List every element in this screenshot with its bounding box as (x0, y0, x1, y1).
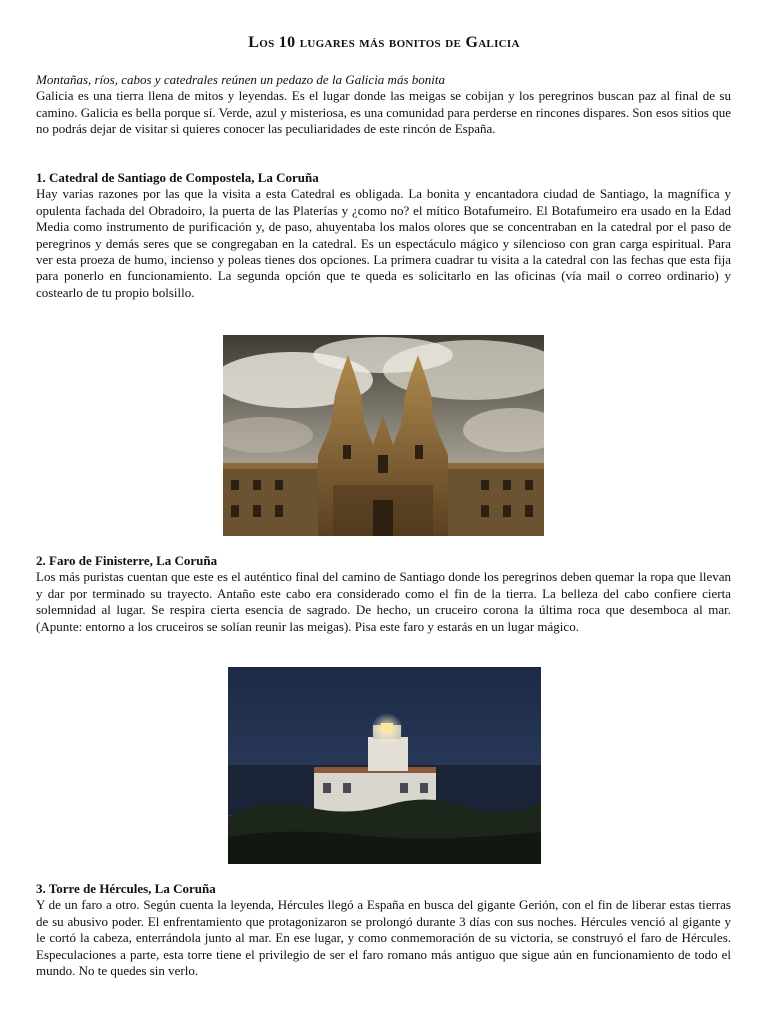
section-2 (36, 553, 731, 635)
section-1-heading: 1. Catedral de Santiago de Compostela, La Coruña (36, 170, 319, 185)
intro-paragraph: Galicia es una tierra llena de mitos y leyendas. Es el lugar donde las meigas se cobijan y los peregrinos buscan paz al final de su camino. Galicia es bella porque sí. Verde, azul y misteriosa, es una comunidad para perderse en rincones dispares. Son esos sitios que no podrás dejar de visitar si quieres conocer las peculiaridades de este rincón de España. (36, 88, 731, 137)
section-1 (36, 170, 731, 301)
cathedral-photo (223, 335, 544, 536)
section-2-paragraph: Los más puristas cuentan que este es el auténtico final del camino de Santiago donde los peregrinos deben quemar la ropa que llevan y dar por terminado su trayecto. Antaño este cabo era considerado como el fin de la tierra. La belleza del cabo confiere cierta solemnidad al lugar. Se respira cierta esencia de sagrado. De hecho, un cruceiro corona la última roca que desemboca al mar. (Apunte: entorno a los cruceiros se solían reunir las meigas). Pisa este faro y estarás en un lugar mágico. (36, 569, 731, 634)
intro-subtitle: Montañas, ríos, cabos y catedrales reúnen un pedazo de la Galicia más bonita (36, 72, 445, 87)
section-3-paragraph: Y de un faro a otro. Según cuenta la leyenda, Hércules llegó a España en busca del gigante Gerión, con el fin de liberar estas tierras de su abusivo poder. El enfrentamiento que protagonizaron se prolongó durante 3 días con sus noches. Hércules venció al gigante y le cortó la cabeza, enterrándola junto al mar. En ese lugar, y como conmemoración de su victoria, se construyó el faro de Hércules. Especulaciones a parte, esta torre tiene el privilegio de ser el faro romano más antiguo que sigue aún en funcionamiento de todo el mundo. No te quedes sin verlo. (36, 897, 731, 979)
section-2-heading: 2. Faro de Finisterre, La Coruña (36, 553, 218, 568)
intro-block (36, 72, 731, 138)
section-1-paragraph: Hay varias razones por las que la visita a esta Catedral es obligada. La bonita y encantadora ciudad de Santiago, la magnífica y opulenta fachada del Obradoiro, la puerta de las Platerías y ¿como no? el mítico Botafumeiro. El Botafumeiro era usado en la Edad Media como instrumento de purificación y, de paso, ahuyentaba los malos olores que se concentraban en la catedral por el paso de peregrinos y demás seres que se congregaban en la catedral. Es un espectáculo mágico y silencioso con gran carga espiritual. Para ver esta proeza de humo, incienso y poleas tienes dos opciones. La primera cuadrar tu visita a la catedral con las fechas que esta fija para ponerlo en funcionamiento. La segunda opción que te queda es solicitarlo en las oficinas (vía mail o correo ordinario) y costearlo de tu propio bolsillo. (36, 186, 731, 300)
section-3 (36, 881, 731, 979)
lighthouse-photo (228, 667, 541, 864)
document-title: Los 10 lugares más bonitos de Galicia (248, 34, 520, 51)
section-3-heading: 3. Torre de Hércules, La Coruña (36, 881, 216, 896)
